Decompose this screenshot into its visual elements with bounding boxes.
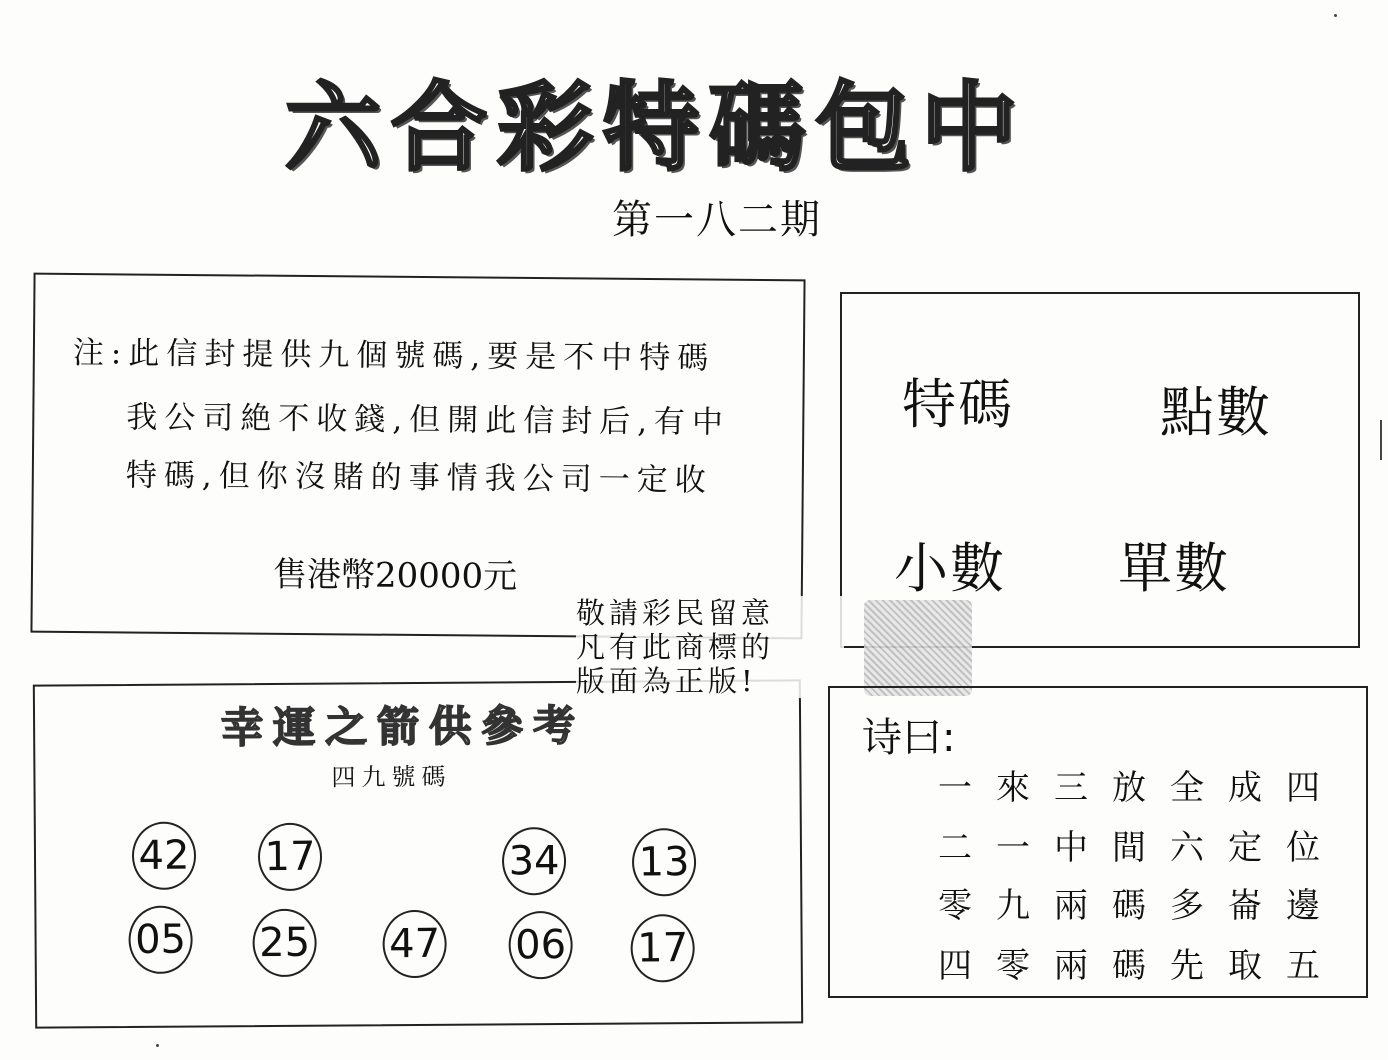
lucky-box xyxy=(33,679,803,1028)
poem-box xyxy=(828,686,1368,998)
poem-line: 四零兩碼先取五 xyxy=(938,946,1344,986)
number-ball: 13 xyxy=(632,828,696,896)
feature-points: 點數 xyxy=(1160,381,1272,444)
number-ball: 05 xyxy=(128,906,192,974)
trademark-seal-image xyxy=(864,600,972,696)
authentic-line: 凡有此商標的 xyxy=(576,630,775,664)
poem-line: 二一中間六定位 xyxy=(938,828,1344,868)
poem-label: 诗曰: xyxy=(862,715,956,761)
lucky-title: 幸運之箭供參考 xyxy=(220,700,586,753)
notice-line: 我公司絶不收錢,但開此信封后,有中 xyxy=(126,399,731,441)
authentic-line: 版面為正版! xyxy=(576,664,757,698)
poem-line: 一來三放全成四 xyxy=(938,768,1344,808)
feature-odd-number: 單數 xyxy=(1118,537,1230,600)
scan-speck xyxy=(156,1044,159,1047)
number-ball: 42 xyxy=(132,822,196,890)
notice-box xyxy=(30,273,805,640)
feature-small-number: 小數 xyxy=(894,537,1006,600)
authentic-notice xyxy=(576,596,844,698)
number-ball: 25 xyxy=(252,909,316,977)
price-text: 售港幣20000元 xyxy=(272,554,518,597)
lucky-subtitle: 四九號碼 xyxy=(331,762,452,792)
number-ball: 17 xyxy=(630,914,694,982)
number-ball: 34 xyxy=(502,827,566,895)
poem-line: 零九兩碼多崙邊 xyxy=(938,886,1344,926)
notice-line: 特碼,但你沒賭的事情我公司一定收 xyxy=(125,457,713,499)
scan-speck xyxy=(1334,14,1337,17)
issue-number: 第一八二期 xyxy=(612,197,822,243)
notice-line: 注:此信封提供九個號碼,要是不中特碼 xyxy=(72,334,716,377)
number-ball: 47 xyxy=(382,910,446,978)
number-ball: 06 xyxy=(508,911,572,979)
scan-edge-mark xyxy=(1380,420,1382,460)
main-title: 六合彩特碼包中 xyxy=(285,71,1027,184)
number-ball: 17 xyxy=(258,823,322,891)
authentic-line: 敬請彩民留意 xyxy=(576,596,775,630)
features-box xyxy=(840,292,1360,648)
feature-special-number: 特碼 xyxy=(902,373,1014,436)
